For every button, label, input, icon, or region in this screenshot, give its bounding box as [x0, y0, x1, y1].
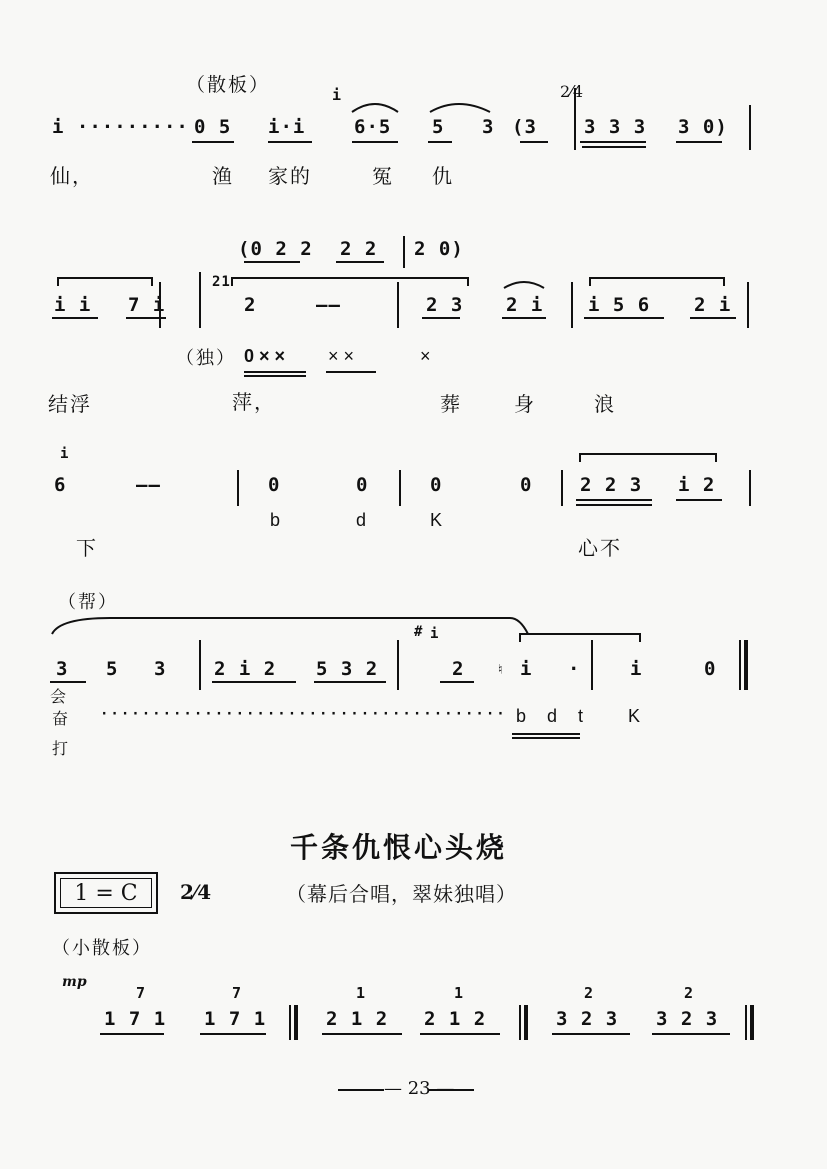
- note: 3 2 3: [656, 1008, 719, 1030]
- note: i 5 6: [588, 294, 651, 316]
- page-number: — 23 —: [384, 1078, 455, 1099]
- sharp-sign: #: [414, 624, 424, 640]
- natural-sign: ♮: [496, 662, 506, 678]
- note: i 2: [678, 474, 716, 496]
- note: 0: [430, 474, 443, 496]
- note: 0: [268, 474, 281, 496]
- time-signature: 2⁄4: [180, 880, 212, 904]
- note: 0: [520, 474, 533, 496]
- note: 3: [56, 658, 69, 680]
- note: 2: [452, 658, 465, 680]
- note: 7 i: [128, 294, 166, 316]
- note: 3 3 3: [584, 116, 647, 138]
- note: i: [520, 658, 533, 680]
- time-signature: 2⁄4: [560, 82, 584, 101]
- grace-note: 21: [212, 274, 231, 290]
- note: 6: [54, 474, 67, 496]
- note: 1 7 1: [204, 1008, 267, 1030]
- song-subtitle: （幕后合唱，翠妹独唱）: [286, 882, 517, 906]
- dash: ——: [136, 474, 161, 496]
- note: 5: [106, 658, 119, 680]
- note: 0: [356, 474, 369, 496]
- grace-note: 1: [454, 984, 465, 1002]
- note: i ·········: [52, 116, 189, 138]
- chorus-label: （帮）: [58, 592, 118, 613]
- note: 2 i: [694, 294, 732, 316]
- note: i i: [54, 294, 92, 316]
- grace-note: 2: [684, 984, 695, 1002]
- note: i·i: [268, 116, 306, 138]
- grace-note: 7: [136, 984, 147, 1002]
- note: 2 3: [426, 294, 464, 316]
- dynamic-marking: mp: [62, 974, 87, 990]
- note: 2 1 2: [326, 1008, 389, 1030]
- lyric: 家的: [268, 164, 312, 188]
- grace-note: i: [60, 446, 70, 462]
- lyric: 结浮: [48, 392, 92, 416]
- lyric: 浪: [594, 392, 616, 416]
- note: i: [630, 658, 643, 680]
- note: 3: [482, 116, 495, 138]
- percussion: 0 × ×: [244, 346, 286, 366]
- dotted-line: ·······································: [100, 706, 507, 722]
- accompaniment-note: 2 2: [340, 238, 378, 260]
- note: 5: [432, 116, 445, 138]
- key-signature-box: [54, 872, 158, 914]
- percussion: K: [430, 510, 443, 530]
- lyric: 打: [52, 739, 71, 758]
- grace-note: 7: [232, 984, 243, 1002]
- song-title: 千条仇恨心头烧: [290, 831, 508, 864]
- note: 0 5: [194, 116, 232, 138]
- note: 2: [244, 294, 257, 316]
- lyric: 渔: [212, 164, 234, 188]
- lyric: 会: [50, 687, 69, 706]
- grace-note: 2: [584, 984, 595, 1002]
- accompaniment-note: (0 2 2: [238, 238, 313, 260]
- grace-note: i: [430, 626, 440, 642]
- lyric: 仇: [432, 164, 454, 188]
- lyric: 冤: [372, 164, 394, 188]
- lyric: 葬: [440, 392, 462, 416]
- grace-note: 1: [356, 984, 367, 1002]
- grace-note: i: [332, 86, 343, 104]
- note: 2 i: [506, 294, 544, 316]
- note: 5 3 2: [316, 658, 379, 680]
- note: 6·5: [354, 116, 392, 138]
- lyric: 心不: [578, 536, 622, 560]
- note: 3 2 3: [556, 1008, 619, 1030]
- lyric: 身: [514, 392, 536, 416]
- percussion: × ×: [328, 346, 355, 366]
- note: 1 7 1: [104, 1008, 167, 1030]
- accompaniment-note: 2 0): [414, 238, 464, 260]
- note: (3: [512, 116, 537, 138]
- note: ·: [568, 658, 581, 680]
- note: 3: [154, 658, 167, 680]
- lyric: 奋: [52, 709, 71, 728]
- dash: ——: [316, 294, 341, 316]
- lyric: 下: [76, 536, 98, 560]
- note: 2 2 3: [580, 474, 643, 496]
- solo-label: （独）: [176, 348, 236, 369]
- percussion: K: [628, 706, 641, 726]
- percussion: ×: [420, 346, 431, 366]
- lyric: 仙，: [50, 164, 94, 188]
- percussion: b: [270, 510, 281, 530]
- note: 0: [704, 658, 717, 680]
- percussion: d: [356, 510, 367, 530]
- percussion: b d t: [516, 706, 592, 726]
- note: 3 0): [678, 116, 728, 138]
- note: 2 1 2: [424, 1008, 487, 1030]
- lyric: 萍，: [232, 390, 276, 414]
- key-signature: 1 = C: [60, 878, 152, 908]
- tempo-marking: （小散板）: [52, 938, 152, 959]
- tempo-marking: （散板）: [186, 74, 271, 96]
- note: 2 i 2: [214, 658, 277, 680]
